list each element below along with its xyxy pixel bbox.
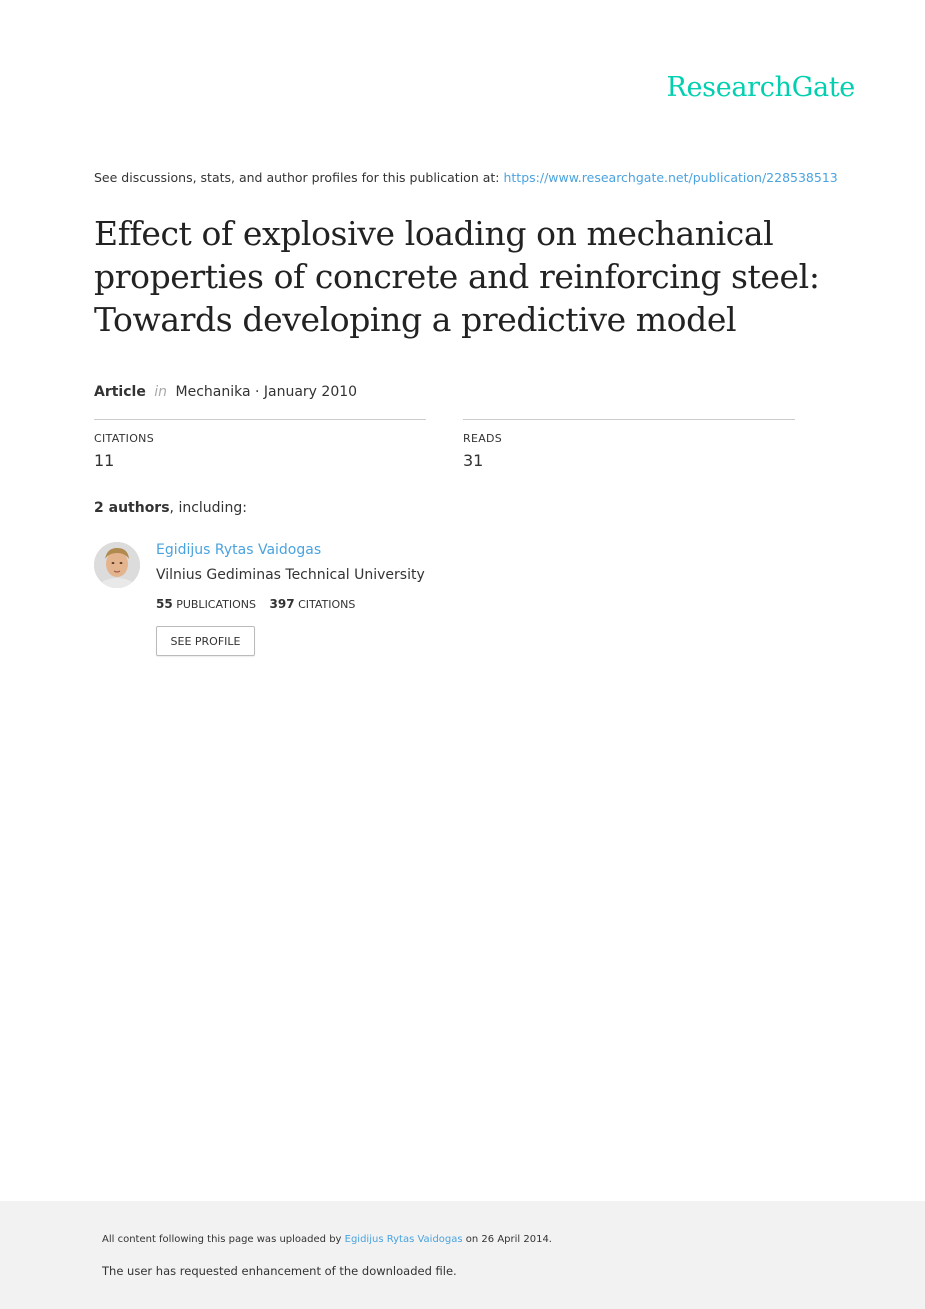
- reads-stat: [463, 419, 795, 470]
- author-name-link[interactable]: Egidijus Rytas Vaidogas: [156, 542, 322, 558]
- researchgate-logo[interactable]: ResearchGate: [666, 72, 855, 103]
- see-profile-button[interactable]: SEE PROFILE: [156, 626, 255, 656]
- journal-date: Mechanika · January 2010: [175, 384, 358, 400]
- publication-title: [94, 212, 854, 341]
- avatar[interactable]: [94, 542, 140, 588]
- enhancement-note: The user has requested enhancement of the downloaded file.: [102, 1264, 457, 1278]
- citations-value: 11: [94, 451, 115, 470]
- author-photo-icon: [94, 542, 140, 588]
- publication-type: Article: [94, 384, 146, 400]
- authors-suffix: , including:: [169, 500, 247, 516]
- authors-summary: [94, 500, 247, 516]
- upload-prefix: All content following this page was uploaded by: [102, 1234, 345, 1245]
- citations-stat: [94, 419, 426, 470]
- reads-value: 31: [463, 451, 484, 470]
- author-publications-label: PUBLICATIONS: [176, 598, 256, 611]
- publication-meta: [94, 384, 357, 400]
- authors-count: 2 authors: [94, 500, 170, 516]
- uploader-link[interactable]: Egidijus Rytas Vaidogas: [344, 1234, 463, 1245]
- author-publications-count: 55: [156, 597, 173, 611]
- author-stats: [156, 597, 355, 611]
- author-citations-label: CITATIONS: [298, 598, 356, 611]
- citations-label: CITATIONS: [94, 432, 154, 445]
- title-line: properties of concrete and reinforcing steel:: [94, 257, 820, 296]
- reads-label: READS: [463, 432, 503, 445]
- publication-url-link[interactable]: https://www.researchgate.net/publication/228538513: [503, 170, 838, 185]
- title-line: Towards developing a predictive model: [94, 300, 737, 339]
- intro-line: [94, 170, 838, 185]
- footer: [0, 1201, 925, 1309]
- title-line: Effect of explosive loading on mechanical: [94, 214, 774, 253]
- upload-info: [102, 1234, 552, 1245]
- in-label: in: [154, 384, 168, 400]
- intro-text: See discussions, stats, and author profiles for this publication at:: [94, 170, 504, 185]
- author-citations-count: 397: [269, 597, 295, 611]
- upload-suffix: on 26 April 2014.: [462, 1234, 552, 1245]
- author-institution: Vilnius Gediminas Technical University: [156, 567, 425, 583]
